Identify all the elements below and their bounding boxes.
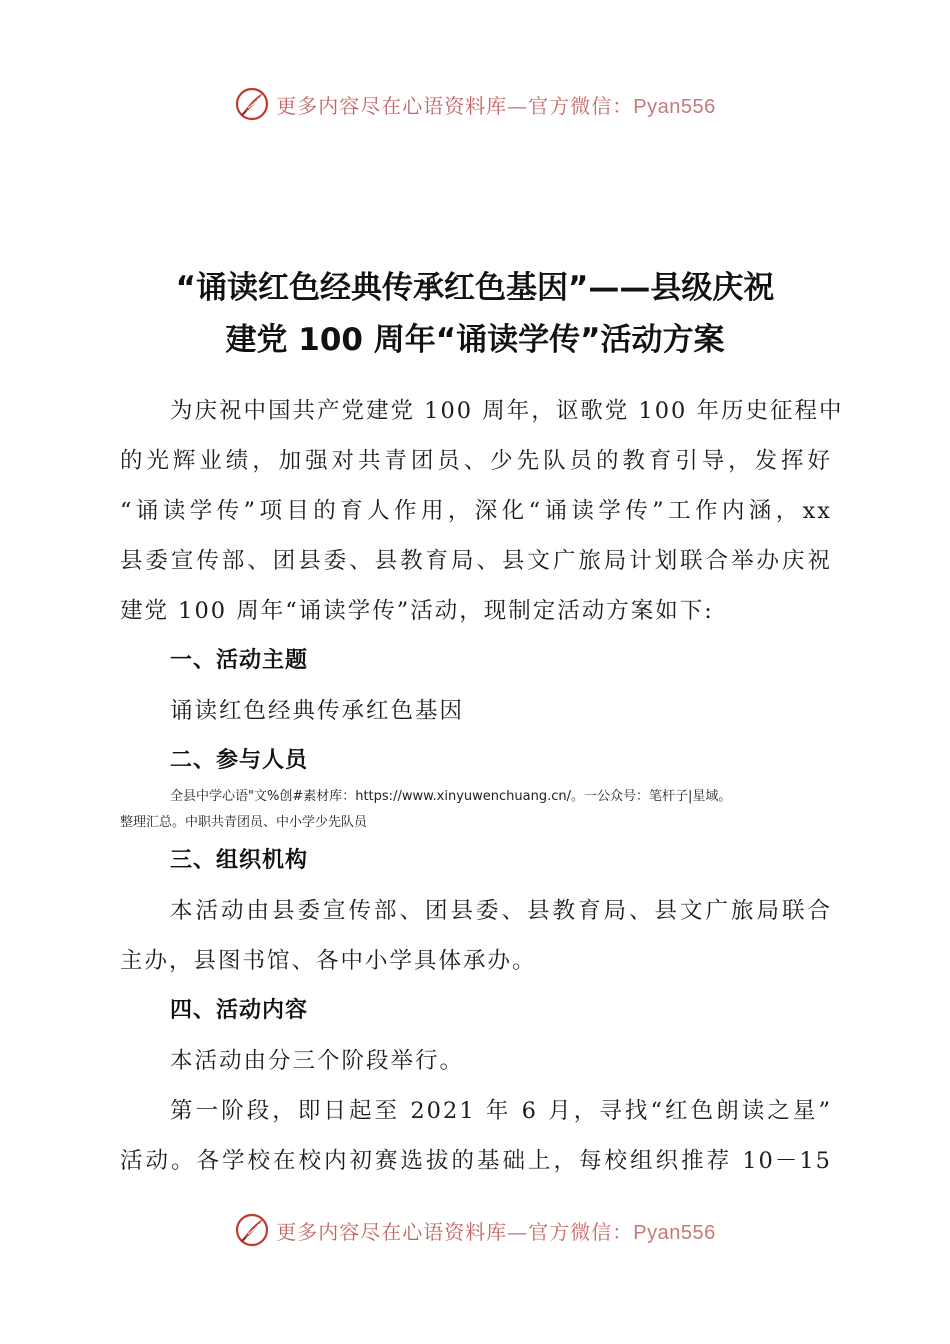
- quill-logo-icon: [234, 1212, 270, 1248]
- watermark-brand: 更多内容尽在心语资料库: [276, 1219, 508, 1244]
- watermark-contact-label: 官方微信：: [528, 93, 634, 118]
- participants-line-2: 整理汇总。中职共青团员、中小学少先队员: [120, 815, 368, 830]
- quill-logo-icon: [234, 86, 270, 122]
- intro-line-1: 为庆祝中国共产党建党 100 周年，讴歌党 100 年历史征程中: [170, 398, 844, 424]
- content-line-1: 本活动由分三个阶段举行。: [170, 1048, 465, 1074]
- watermark-text: [276, 90, 715, 119]
- document-title: [100, 262, 850, 366]
- intro-line-4: 县委宣传部、团县委、县教育局、县文广旅局计划联合举办庆祝: [120, 548, 832, 574]
- section-heading-participants: 二、参与人员: [170, 748, 309, 773]
- watermark-dash: —: [507, 93, 529, 118]
- watermark-contact-id: Pyan556: [633, 95, 716, 118]
- section-text-theme: 诵读红色经典传承红色基因: [170, 698, 465, 724]
- intro-line-3: “诵读学传”项目的育人作用，深化“诵读学传”工作内涵，xx: [120, 498, 832, 524]
- title-line-1: “诵读红色经典传承红色基因”——县级庆祝: [175, 270, 775, 306]
- header-watermark: [0, 84, 950, 124]
- watermark-dash: —: [507, 1219, 529, 1244]
- content-line-2: 第一阶段，即日起至 2021 年 6 月，寻找“红色朗读之星”: [170, 1098, 832, 1124]
- watermark-contact-id: Pyan556: [633, 1221, 716, 1244]
- section-heading-content: 四、活动内容: [170, 998, 309, 1023]
- watermark-text: [276, 1216, 715, 1245]
- intro-line-2: 的光辉业绩，加强对共青团员、少先队员的教育引导，发挥好: [120, 448, 832, 474]
- footer-watermark: [0, 1210, 950, 1250]
- content-line-3: 活动。各学校在校内初赛选拔的基础上，每校组织推荐 10－15: [120, 1148, 832, 1174]
- section-heading-organization: 三、组织机构: [170, 848, 309, 873]
- watermark-contact-label: 官方微信：: [528, 1219, 634, 1244]
- intro-line-5: 建党 100 周年“诵读学传”活动，现制定活动方案如下:: [120, 598, 714, 624]
- title-line-2: 建党 100 周年“诵读学传”活动方案: [225, 322, 725, 358]
- organization-line-2: 主办，县图书馆、各中小学具体承办。: [120, 948, 537, 974]
- organization-line-1: 本活动由县委宣传部、团县委、县教育局、县文广旅局联合: [170, 898, 832, 924]
- watermark-brand: 更多内容尽在心语资料库: [276, 93, 508, 118]
- participants-line-1: 全县中学心语"文%创#素材库：https://www.xinyuwenchuang.cn/。一公众号：笔杆子|星域。: [170, 789, 732, 804]
- section-heading-theme: 一、活动主题: [170, 648, 309, 673]
